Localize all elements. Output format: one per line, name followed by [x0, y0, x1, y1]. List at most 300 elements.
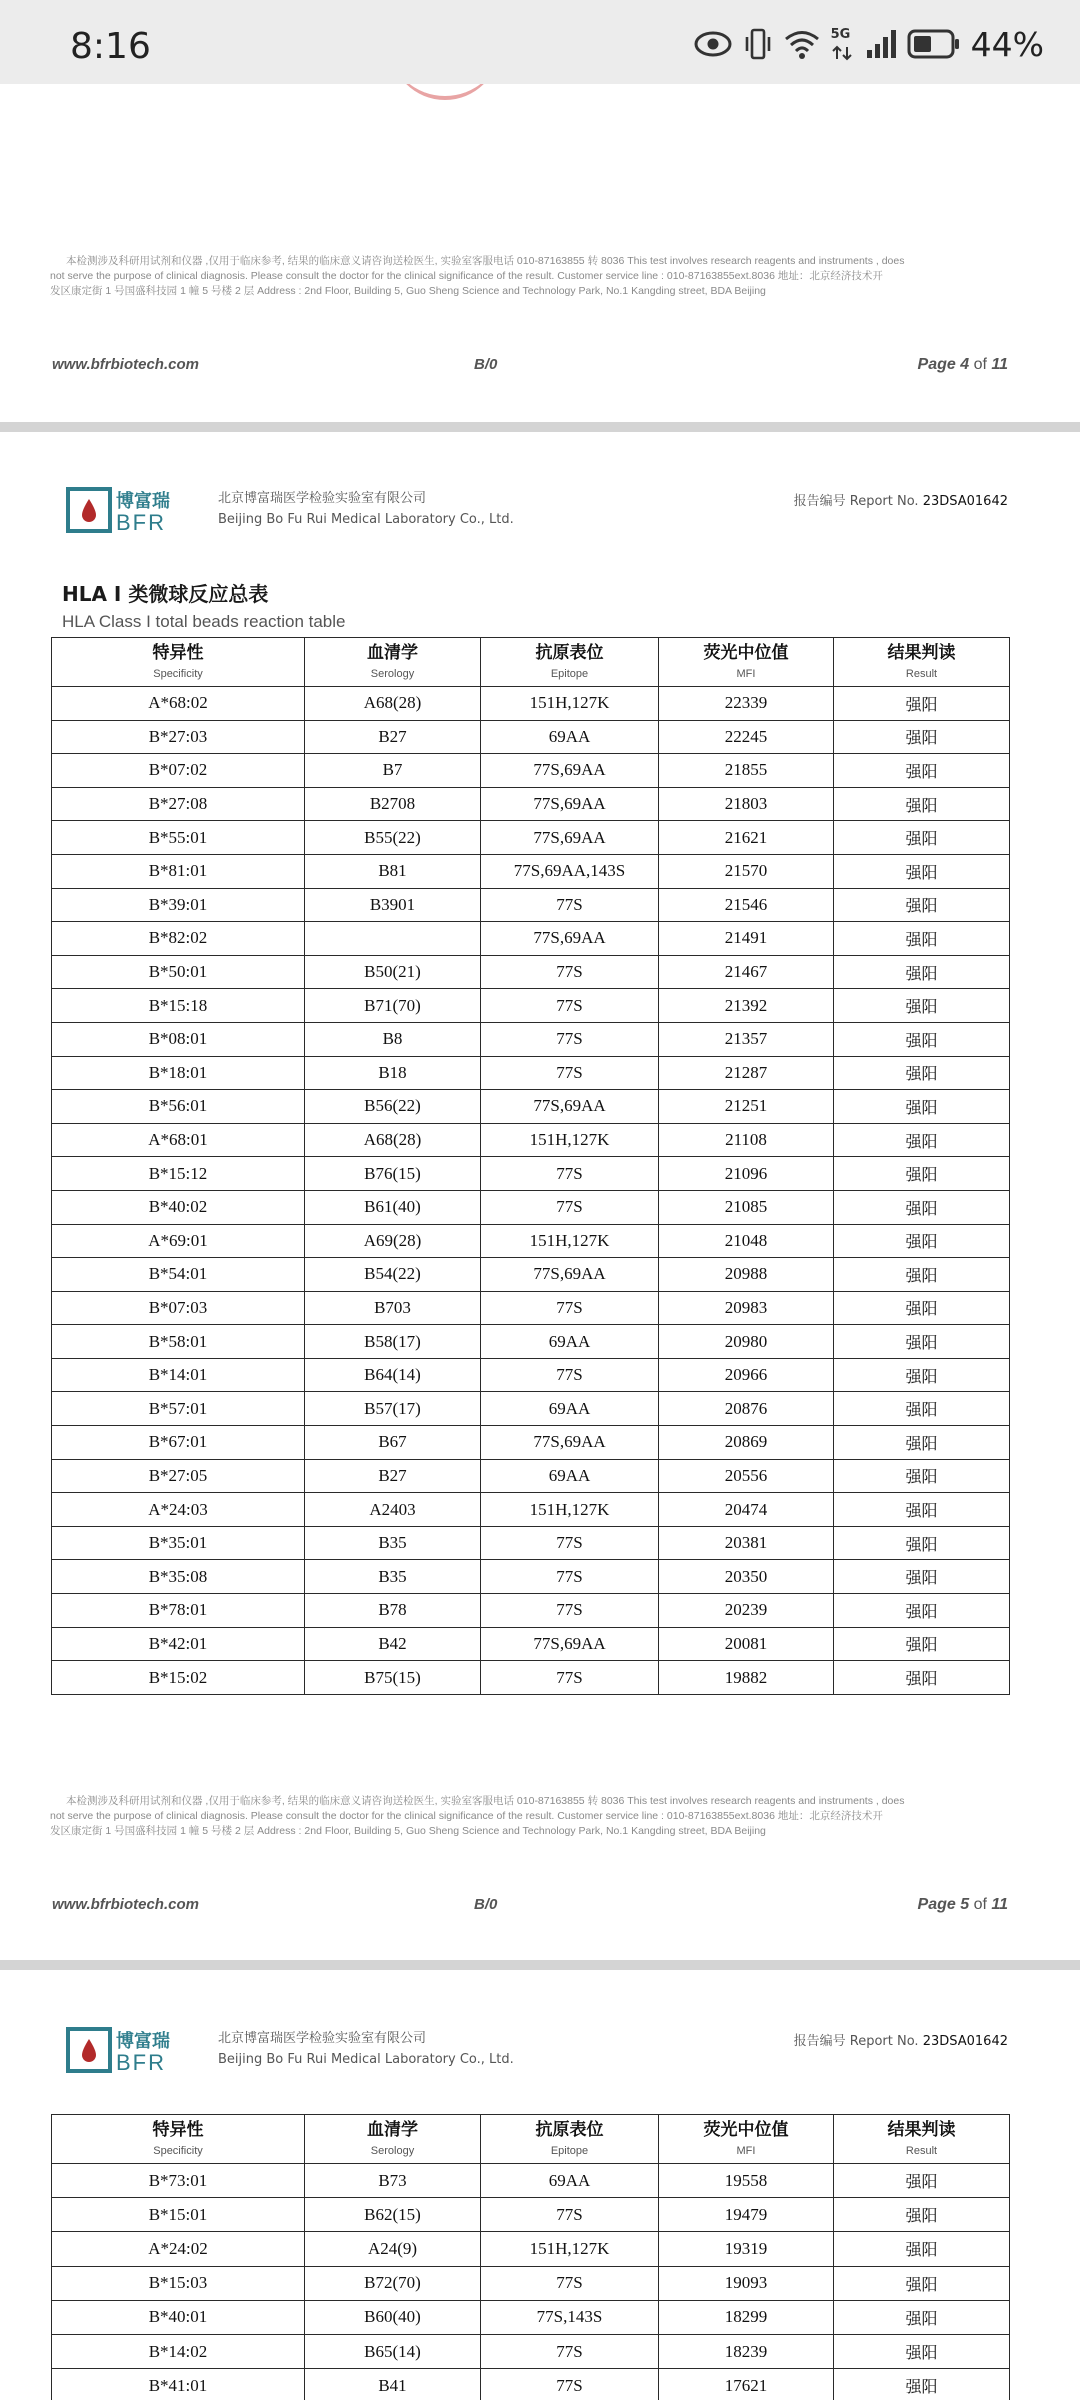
result-cell: 强阳	[834, 2369, 1010, 2400]
epitope-cell: 77S,69AA	[481, 1090, 659, 1124]
mfi-cell: 20988	[659, 1258, 834, 1292]
page-number: Page 5 of 11	[917, 1896, 1008, 1913]
mfi-cell: 20239	[659, 1594, 834, 1628]
specificity-cell: B*58:01	[52, 1325, 305, 1359]
column-header-mfi	[659, 638, 834, 687]
epitope-cell: 77S,69AA	[481, 1258, 659, 1292]
epitope-cell: 77S,69AA,143S	[481, 854, 659, 888]
column-header-zh: 特异性	[152, 643, 204, 663]
result-cell: 强阳	[834, 1157, 1010, 1191]
column-header-en: MFI	[736, 2145, 756, 2157]
epitope-cell: 77S	[481, 1560, 659, 1594]
result-cell: 强阳	[834, 1493, 1010, 1527]
mfi-cell: 21546	[659, 888, 834, 922]
specificity-cell: A*24:03	[52, 1493, 305, 1527]
column-header-zh: 结果判读	[887, 643, 956, 663]
document-page-4	[0, 84, 1080, 422]
table-row	[52, 1056, 1010, 1090]
epitope-cell: 77S	[481, 1022, 659, 1056]
epitope-cell: 77S	[481, 989, 659, 1023]
specificity-cell: B*40:01	[52, 2300, 305, 2334]
table-row	[52, 888, 1010, 922]
column-header-zh: 血清学	[367, 643, 418, 663]
table-row	[52, 955, 1010, 989]
table-row	[52, 2300, 1010, 2334]
specificity-cell: B*18:01	[52, 1056, 305, 1090]
result-cell: 强阳	[834, 854, 1010, 888]
specificity-cell: B*73:01	[52, 2164, 305, 2198]
serology-cell: B50(21)	[305, 955, 481, 989]
serology-cell: B55(22)	[305, 821, 481, 855]
table-row	[52, 1157, 1010, 1191]
mfi-cell: 21085	[659, 1190, 834, 1224]
table-row	[52, 1258, 1010, 1292]
disclaimer-line: not serve the purpose of clinical diagnosis. Please consult the doctor for the clinical significance of the result. Customer service line : 010-87163855ext.8036 地址：北京经济技术开	[50, 1810, 883, 1822]
specificity-cell: B*42:01	[52, 1627, 305, 1661]
serology-cell: B18	[305, 1056, 481, 1090]
serology-cell: B76(15)	[305, 1157, 481, 1191]
epitope-cell: 77S	[481, 1526, 659, 1560]
column-header-zh: 抗原表位	[535, 643, 604, 663]
column-header-en: Serology	[370, 668, 415, 680]
mfi-cell: 21287	[659, 1056, 834, 1090]
column-header-en: Epitope	[550, 2145, 589, 2157]
mfi-cell: 18299	[659, 2300, 834, 2334]
report-number: 报告编号 Report No. 23DSA01642	[793, 2034, 1008, 2049]
serology-cell: B35	[305, 1560, 481, 1594]
serology-cell: B27	[305, 1459, 481, 1493]
epitope-cell: 77S,69AA	[481, 1627, 659, 1661]
table-row	[52, 1190, 1010, 1224]
serology-cell: A68(28)	[305, 1123, 481, 1157]
epitope-cell: 77S	[481, 1056, 659, 1090]
epitope-cell: 77S,69AA	[481, 821, 659, 855]
column-header-en: Specificity	[153, 668, 203, 680]
column-header-specificity	[52, 2115, 305, 2164]
epitope-cell: 151H,127K	[481, 2232, 659, 2266]
serology-cell: B2708	[305, 787, 481, 821]
result-cell: 强阳	[834, 1258, 1010, 1292]
epitope-cell: 77S	[481, 1661, 659, 1695]
specificity-cell: B*54:01	[52, 1258, 305, 1292]
result-cell: 强阳	[834, 1090, 1010, 1124]
beads-reaction-table	[51, 637, 1010, 1695]
result-cell: 强阳	[834, 1224, 1010, 1258]
company-name-en: Beijing Bo Fu Rui Medical Laboratory Co., Ltd.	[218, 2052, 514, 2067]
serology-cell: A68(28)	[305, 687, 481, 721]
table-row	[52, 1090, 1010, 1124]
mfi-cell: 20876	[659, 1392, 834, 1426]
company-name-zh: 北京博富瑞医学检验实验室有限公司	[218, 491, 427, 506]
table-row	[52, 1426, 1010, 1460]
epitope-cell: 69AA	[481, 1459, 659, 1493]
epitope-cell: 77S	[481, 2369, 659, 2400]
specificity-cell: B*82:02	[52, 922, 305, 956]
serology-cell: B72(70)	[305, 2266, 481, 2300]
table-row	[52, 720, 1010, 754]
mfi-cell: 21392	[659, 989, 834, 1023]
epitope-cell: 151H,127K	[481, 687, 659, 721]
disclaimer-line: 发区康定街 1 号国盛科技园 1 幢 5 号楼 2 层 Address : 2nd Floor, Building 5, Guo Sheng Science and Technology Park, No.1 Kangding street, BDA Beijing	[50, 1825, 766, 1837]
specificity-cell: B*15:12	[52, 1157, 305, 1191]
mfi-cell: 21357	[659, 1022, 834, 1056]
epitope-cell: 77S,143S	[481, 2300, 659, 2334]
table-row	[52, 1358, 1010, 1392]
serology-cell: B67	[305, 1426, 481, 1460]
column-header-result	[834, 638, 1010, 687]
table-row	[52, 1224, 1010, 1258]
epitope-cell: 77S	[481, 1594, 659, 1628]
result-cell: 强阳	[834, 1022, 1010, 1056]
table-row	[52, 989, 1010, 1023]
specificity-cell: B*27:03	[52, 720, 305, 754]
result-cell: 强阳	[834, 1627, 1010, 1661]
serology-cell: B75(15)	[305, 1661, 481, 1695]
serology-cell: B81	[305, 854, 481, 888]
specificity-cell: B*50:01	[52, 955, 305, 989]
mfi-cell: 19093	[659, 2266, 834, 2300]
status-time: 8:16	[70, 26, 151, 67]
table-row	[52, 1627, 1010, 1661]
mfi-cell: 21108	[659, 1123, 834, 1157]
epitope-cell: 151H,127K	[481, 1123, 659, 1157]
mfi-cell: 20966	[659, 1358, 834, 1392]
mfi-cell: 20474	[659, 1493, 834, 1527]
mfi-cell: 21467	[659, 955, 834, 989]
specificity-cell: B*27:05	[52, 1459, 305, 1493]
table-row	[52, 2198, 1010, 2232]
mfi-cell: 20081	[659, 1627, 834, 1661]
company-name	[218, 488, 514, 530]
logo-zh-text: 博富瑞	[116, 2031, 170, 2052]
column-header-en: Serology	[370, 2145, 415, 2157]
table-row	[52, 1493, 1010, 1527]
serology-cell: B60(40)	[305, 2300, 481, 2334]
serology-cell: A24(9)	[305, 2232, 481, 2266]
serology-cell: B57(17)	[305, 1392, 481, 1426]
specificity-cell: A*24:02	[52, 2232, 305, 2266]
specificity-cell: B*40:02	[52, 1190, 305, 1224]
result-cell: 强阳	[834, 821, 1010, 855]
mfi-cell: 21251	[659, 1090, 834, 1124]
serology-cell: B62(15)	[305, 2198, 481, 2232]
serology-cell	[305, 922, 481, 956]
specificity-cell: B*57:01	[52, 1392, 305, 1426]
epitope-cell: 77S	[481, 1291, 659, 1325]
column-header-zh: 抗原表位	[535, 2120, 604, 2140]
table-row	[52, 922, 1010, 956]
specificity-cell: B*39:01	[52, 888, 305, 922]
column-header-epitope	[481, 638, 659, 687]
epitope-cell: 77S,69AA	[481, 1426, 659, 1460]
result-cell: 强阳	[834, 2334, 1010, 2368]
serology-cell: A2403	[305, 1493, 481, 1527]
column-header-mfi	[659, 2115, 834, 2164]
specificity-cell: A*69:01	[52, 1224, 305, 1258]
result-cell: 强阳	[834, 955, 1010, 989]
result-cell: 强阳	[834, 1291, 1010, 1325]
serology-cell: B56(22)	[305, 1090, 481, 1124]
mfi-cell: 21803	[659, 787, 834, 821]
result-cell: 强阳	[834, 1056, 1010, 1090]
result-cell: 强阳	[834, 1459, 1010, 1493]
result-cell: 强阳	[834, 1190, 1010, 1224]
serology-cell: B703	[305, 1291, 481, 1325]
epitope-cell: 77S,69AA	[481, 922, 659, 956]
battery-percent: 44%	[970, 24, 1044, 64]
document-page-6	[0, 1970, 1080, 2400]
column-header-serology	[305, 2115, 481, 2164]
vibrate-icon	[743, 27, 773, 61]
table-row	[52, 1392, 1010, 1426]
column-header-en: MFI	[736, 668, 756, 680]
table-row	[52, 2369, 1010, 2400]
result-cell: 强阳	[834, 2232, 1010, 2266]
result-cell: 强阳	[834, 1325, 1010, 1359]
specificity-cell: B*07:03	[52, 1291, 305, 1325]
table-row	[52, 2266, 1010, 2300]
specificity-cell: B*14:01	[52, 1358, 305, 1392]
specificity-cell: B*55:01	[52, 821, 305, 855]
table-header-row	[52, 638, 1010, 687]
disclaimer-line: 本检测涉及科研用试剂和仪器 ,仅用于临床参考, 结果的临床意义请咨询送检医生, 实验室客服电话 010-87163855 转 8036 This test involves research reagents and instruments , does	[66, 1795, 905, 1807]
result-cell: 强阳	[834, 1661, 1010, 1695]
column-header-en: Result	[905, 668, 938, 680]
result-cell: 强阳	[834, 687, 1010, 721]
mfi-cell: 21621	[659, 821, 834, 855]
mfi-cell: 20869	[659, 1426, 834, 1460]
specificity-cell: B*15:18	[52, 989, 305, 1023]
epitope-cell: 69AA	[481, 720, 659, 754]
column-header-en: Result	[905, 2145, 938, 2157]
specificity-cell: B*67:01	[52, 1426, 305, 1460]
document-page-5	[0, 432, 1080, 1960]
table-row	[52, 2232, 1010, 2266]
serology-cell: B3901	[305, 888, 481, 922]
result-cell: 强阳	[834, 2300, 1010, 2334]
epitope-cell: 77S	[481, 2266, 659, 2300]
column-header-en: Epitope	[550, 668, 589, 680]
table-row	[52, 687, 1010, 721]
mfi-cell: 19882	[659, 1661, 834, 1695]
specificity-cell: B*81:01	[52, 854, 305, 888]
section-subtitle: HLA Class I total beads reaction table	[62, 612, 346, 631]
footer-url: www.bfrbiotech.com	[52, 356, 199, 373]
specificity-cell: B*35:01	[52, 1526, 305, 1560]
mfi-cell: 22245	[659, 720, 834, 754]
epitope-cell: 77S	[481, 955, 659, 989]
mfi-cell: 17621	[659, 2369, 834, 2400]
table-row	[52, 1560, 1010, 1594]
footer-url: www.bfrbiotech.com	[52, 1896, 199, 1913]
serology-cell: B35	[305, 1526, 481, 1560]
serology-cell: B8	[305, 1022, 481, 1056]
result-cell: 强阳	[834, 2198, 1010, 2232]
table-row	[52, 1459, 1010, 1493]
epitope-cell: 77S	[481, 1358, 659, 1392]
disclaimer-line: 本检测涉及科研用试剂和仪器 ,仅用于临床参考, 结果的临床意义请咨询送检医生, 实验室客服电话 010-87163855 转 8036 This test involves research reagents and instruments , does	[66, 255, 905, 267]
mfi-cell: 20980	[659, 1325, 834, 1359]
result-cell: 强阳	[834, 787, 1010, 821]
column-header-zh: 结果判读	[887, 2120, 956, 2140]
epitope-cell: 77S	[481, 2198, 659, 2232]
serology-cell: B27	[305, 720, 481, 754]
column-header-result	[834, 2115, 1010, 2164]
epitope-cell: 69AA	[481, 1325, 659, 1359]
result-cell: 强阳	[834, 989, 1010, 1023]
serology-cell: B61(40)	[305, 1190, 481, 1224]
mfi-cell: 21855	[659, 754, 834, 788]
status-bar	[0, 0, 1080, 84]
specificity-cell: A*68:02	[52, 687, 305, 721]
epitope-cell: 69AA	[481, 2164, 659, 2198]
mfi-cell: 19319	[659, 2232, 834, 2266]
specificity-cell: B*27:08	[52, 787, 305, 821]
specificity-cell: B*78:01	[52, 1594, 305, 1628]
table-row	[52, 1022, 1010, 1056]
column-header-zh: 荧光中位值	[703, 2120, 789, 2140]
network-type-icon: 5G	[831, 27, 855, 61]
table-row	[52, 1325, 1010, 1359]
eye-icon	[693, 30, 733, 58]
serology-cell: B64(14)	[305, 1358, 481, 1392]
serology-cell: B65(14)	[305, 2334, 481, 2368]
result-cell: 强阳	[834, 1358, 1010, 1392]
mfi-cell: 21491	[659, 922, 834, 956]
disclaimer-line: 发区康定街 1 号国盛科技园 1 幢 5 号楼 2 层 Address : 2nd Floor, Building 5, Guo Sheng Science and Technology Park, No.1 Kangding street, BDA Beijing	[50, 285, 766, 297]
table-row	[52, 854, 1010, 888]
mfi-cell: 20350	[659, 1560, 834, 1594]
serology-cell: B73	[305, 2164, 481, 2198]
specificity-cell: B*41:01	[52, 2369, 305, 2400]
disclaimer	[50, 254, 1010, 299]
table-row	[52, 1661, 1010, 1695]
table-row	[52, 787, 1010, 821]
logo-zh-text: 博富瑞	[116, 491, 170, 512]
page-number: Page 4 of 11	[917, 356, 1008, 373]
table-row	[52, 2164, 1010, 2198]
serology-cell: B7	[305, 754, 481, 788]
column-header-zh: 血清学	[367, 2120, 418, 2140]
mfi-cell: 21048	[659, 1224, 834, 1258]
signal-icon	[865, 28, 897, 60]
footer-code: B/0	[474, 1896, 498, 1913]
specificity-cell: B*14:02	[52, 2334, 305, 2368]
result-cell: 强阳	[834, 720, 1010, 754]
column-header-serology	[305, 638, 481, 687]
epitope-cell: 77S,69AA	[481, 754, 659, 788]
page-footer	[52, 356, 1008, 380]
result-cell: 强阳	[834, 1594, 1010, 1628]
epitope-cell: 77S	[481, 1190, 659, 1224]
specificity-cell: B*35:08	[52, 1560, 305, 1594]
table-row	[52, 821, 1010, 855]
mfi-cell: 21096	[659, 1157, 834, 1191]
epitope-cell: 151H,127K	[481, 1224, 659, 1258]
result-cell: 强阳	[834, 1526, 1010, 1560]
mfi-cell: 22339	[659, 687, 834, 721]
serology-cell: B58(17)	[305, 1325, 481, 1359]
bfr-logo	[66, 2026, 186, 2074]
serology-cell: B54(22)	[305, 1258, 481, 1292]
table-row	[52, 754, 1010, 788]
serology-cell: B71(70)	[305, 989, 481, 1023]
result-cell: 强阳	[834, 2164, 1010, 2198]
mfi-cell: 21570	[659, 854, 834, 888]
beads-reaction-table	[51, 2114, 1010, 2400]
result-cell: 强阳	[834, 1560, 1010, 1594]
footer-code: B/0	[474, 356, 498, 373]
bfr-logo	[66, 486, 186, 534]
serology-cell: B42	[305, 1627, 481, 1661]
stamp-fragment	[390, 84, 500, 100]
result-cell: 强阳	[834, 888, 1010, 922]
company-name-zh: 北京博富瑞医学检验实验室有限公司	[218, 2031, 427, 2046]
mfi-cell: 20983	[659, 1291, 834, 1325]
serology-cell: A69(28)	[305, 1224, 481, 1258]
disclaimer	[50, 1794, 1010, 1839]
serology-cell: B78	[305, 1594, 481, 1628]
column-header-en: Specificity	[153, 2145, 203, 2157]
table-row	[52, 1594, 1010, 1628]
company-name-en: Beijing Bo Fu Rui Medical Laboratory Co., Ltd.	[218, 512, 514, 527]
result-cell: 强阳	[834, 1392, 1010, 1426]
epitope-cell: 77S,69AA	[481, 787, 659, 821]
column-header-specificity	[52, 638, 305, 687]
specificity-cell: B*08:01	[52, 1022, 305, 1056]
epitope-cell: 77S	[481, 1157, 659, 1191]
column-header-epitope	[481, 2115, 659, 2164]
result-cell: 强阳	[834, 2266, 1010, 2300]
result-cell: 强阳	[834, 754, 1010, 788]
wifi-icon	[783, 28, 821, 60]
specificity-cell: B*15:01	[52, 2198, 305, 2232]
status-icons	[693, 24, 1044, 64]
specificity-cell: B*15:02	[52, 1661, 305, 1695]
mfi-cell: 19558	[659, 2164, 834, 2198]
battery-icon	[907, 28, 961, 60]
report-number: 报告编号 Report No. 23DSA01642	[793, 494, 1008, 509]
specificity-cell: B*15:03	[52, 2266, 305, 2300]
result-cell: 强阳	[834, 1426, 1010, 1460]
logo-en-text: BFR	[116, 510, 166, 534]
epitope-cell: 151H,127K	[481, 1493, 659, 1527]
column-header-zh: 特异性	[152, 2120, 204, 2140]
logo-en-text: BFR	[116, 2050, 166, 2074]
disclaimer-line: not serve the purpose of clinical diagnosis. Please consult the doctor for the clinical significance of the result. Customer service line : 010-87163855ext.8036 地址：北京经济技术开	[50, 270, 883, 282]
result-cell: 强阳	[834, 1123, 1010, 1157]
table-row	[52, 2334, 1010, 2368]
epitope-cell: 77S	[481, 2334, 659, 2368]
company-name	[218, 2028, 514, 2070]
mfi-cell: 20381	[659, 1526, 834, 1560]
epitope-cell: 69AA	[481, 1392, 659, 1426]
epitope-cell: 77S	[481, 888, 659, 922]
page-footer	[52, 1896, 1008, 1920]
specificity-cell: B*07:02	[52, 754, 305, 788]
section-title: HLA I 类微球反应总表	[62, 582, 269, 606]
table-row	[52, 1123, 1010, 1157]
table-header-row	[52, 2115, 1010, 2164]
mfi-cell: 20556	[659, 1459, 834, 1493]
serology-cell: B41	[305, 2369, 481, 2400]
table-row	[52, 1291, 1010, 1325]
table-row	[52, 1526, 1010, 1560]
result-cell: 强阳	[834, 922, 1010, 956]
mfi-cell: 18239	[659, 2334, 834, 2368]
specificity-cell: A*68:01	[52, 1123, 305, 1157]
specificity-cell: B*56:01	[52, 1090, 305, 1124]
